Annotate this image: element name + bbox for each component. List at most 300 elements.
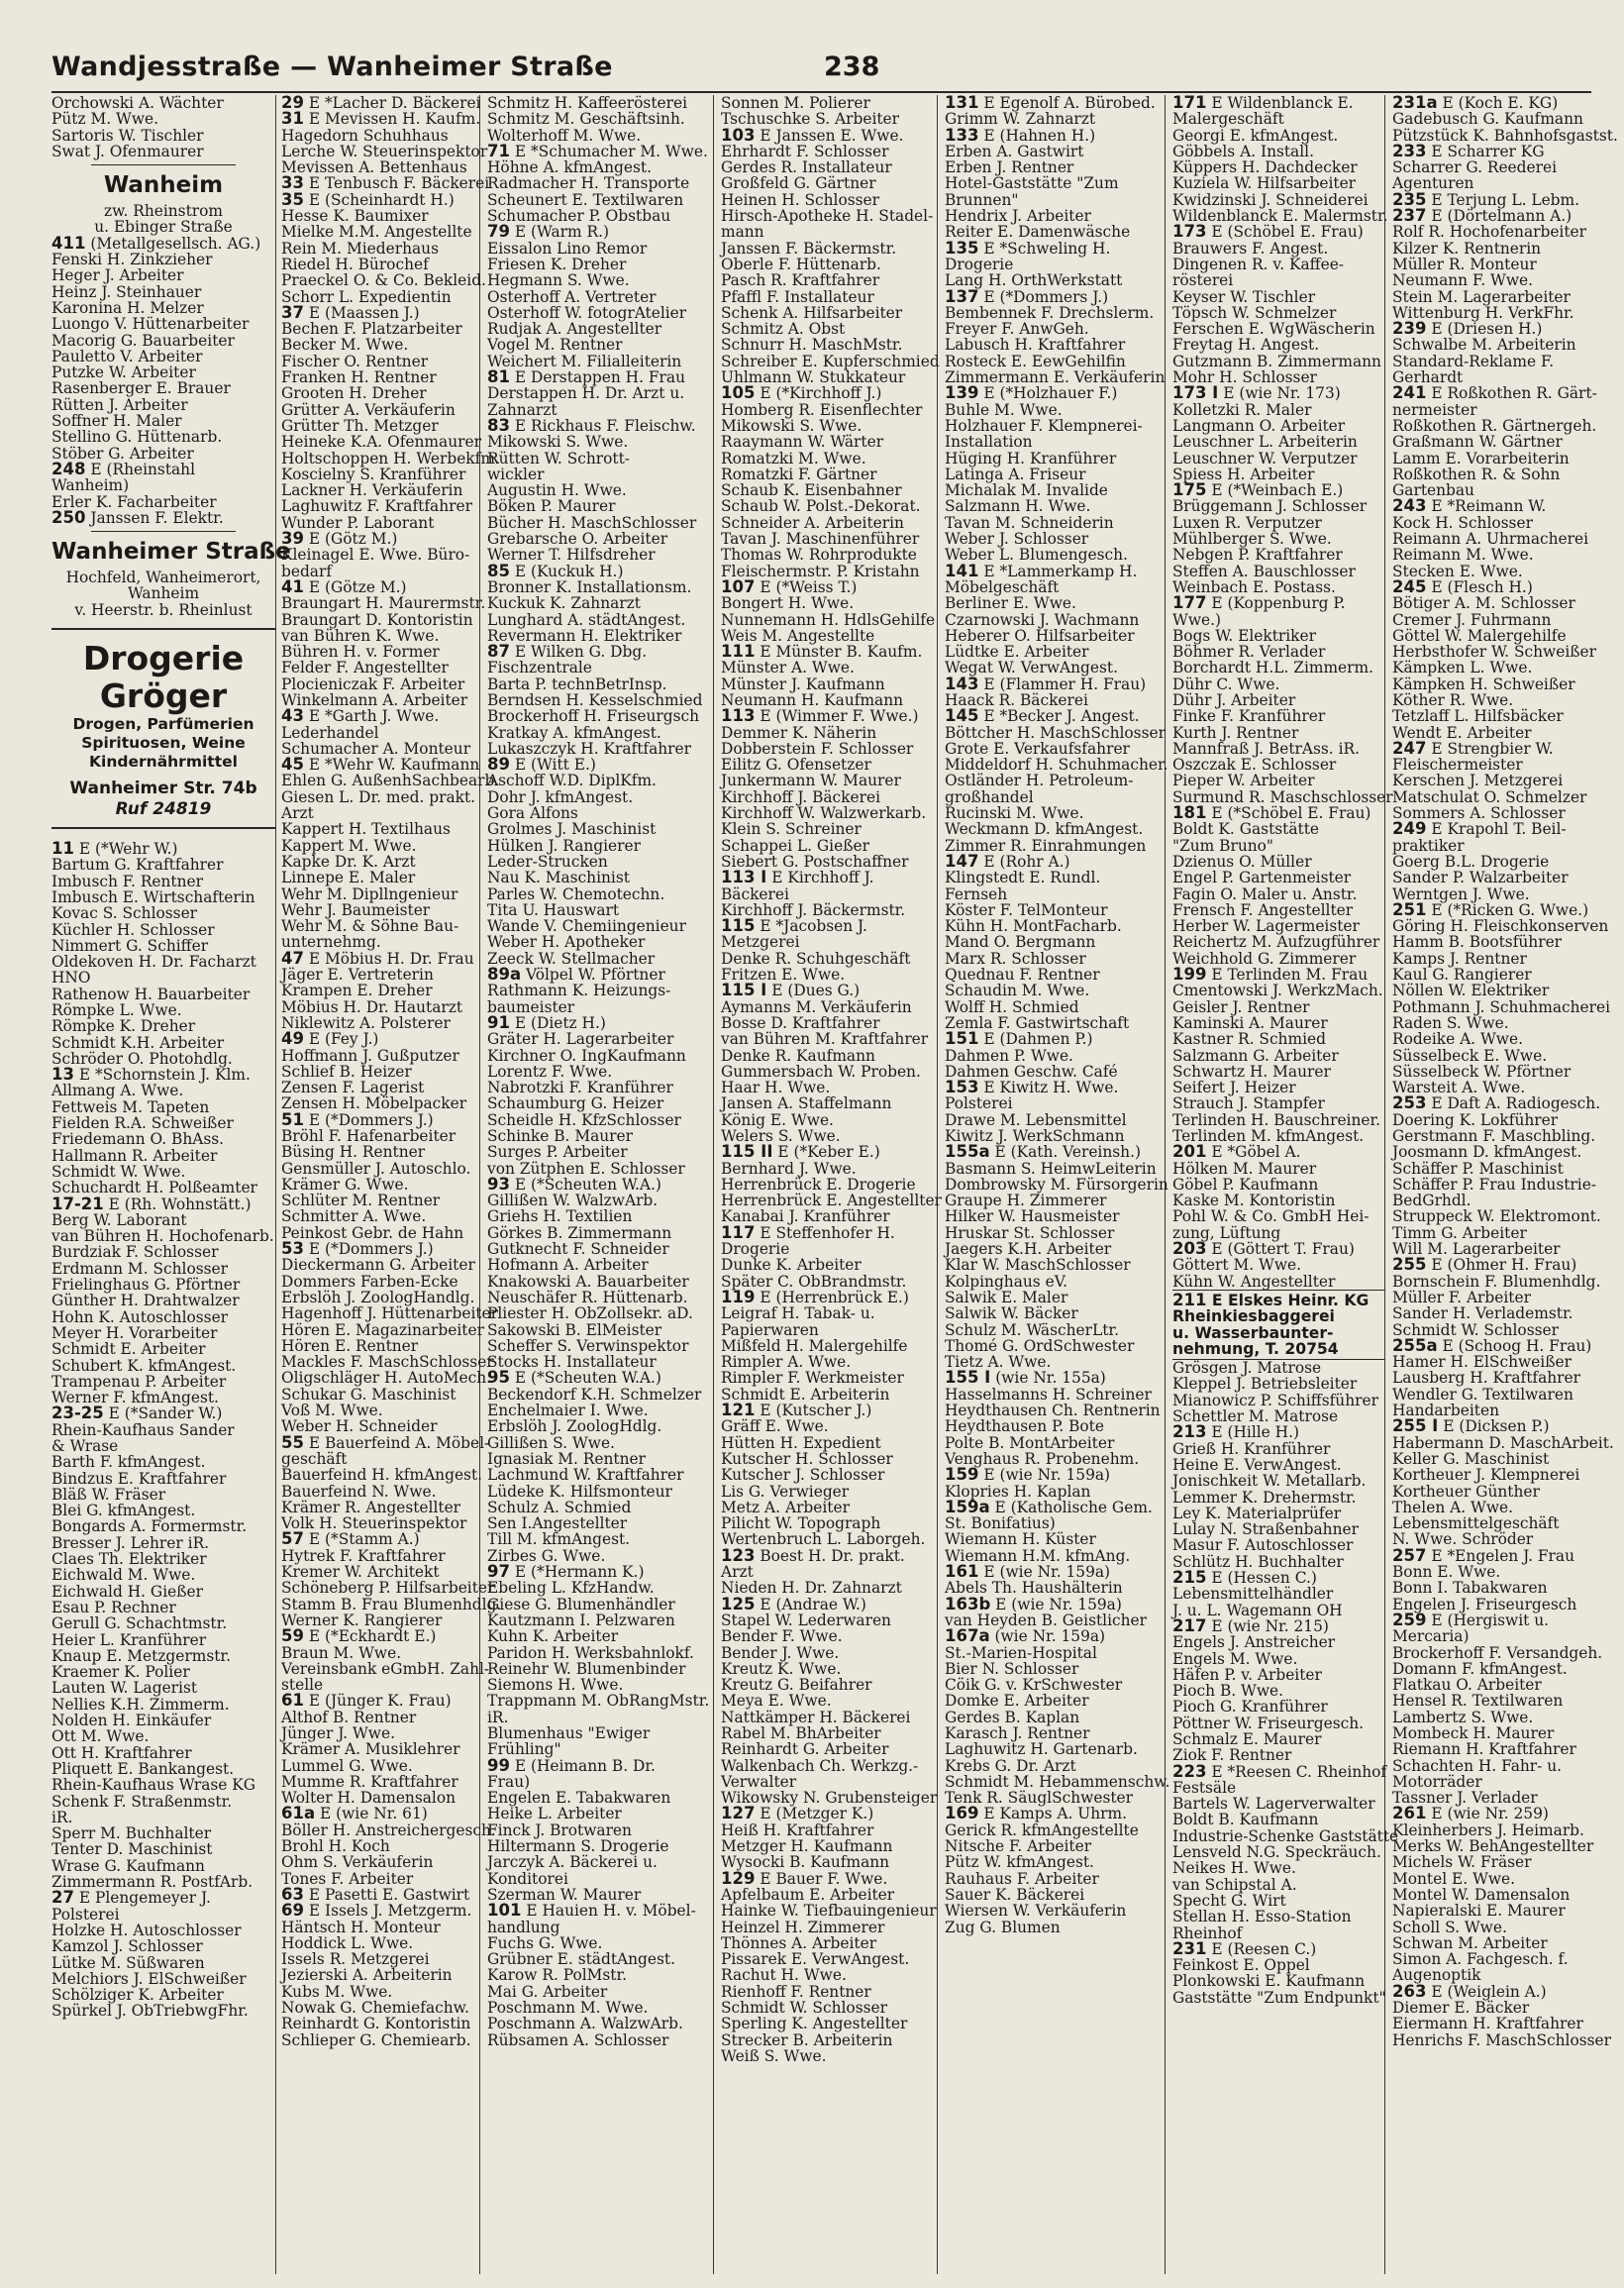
directory-entry: Lamm E. Vorarbeiterin bbox=[1392, 449, 1570, 468]
directory-entry: 261 E (wie Nr. 259) bbox=[1392, 1804, 1549, 1823]
directory-entry: Wrase G. Kaufmann bbox=[51, 1856, 205, 1875]
directory-entry: Frühling" bbox=[487, 1740, 561, 1759]
ad-title-line-1: Drogerie bbox=[82, 639, 245, 678]
directory-entry: Luongo V. Hüttenarbeiter bbox=[51, 315, 250, 334]
directory-entry: 233 E Scharrer KG bbox=[1392, 141, 1545, 160]
directory-entry: Pohl W. & Co. GmbH Hei- bbox=[1172, 1207, 1370, 1226]
directory-entry: von Zütphen E. Schlosser bbox=[487, 1159, 685, 1178]
directory-entry: Schröder O. Photohdlg. bbox=[51, 1049, 233, 1068]
house-number: 47 bbox=[281, 948, 304, 968]
directory-entry: 63 E Pasetti E. Gastwirt bbox=[281, 1884, 470, 1904]
house-number: 115 I bbox=[721, 981, 767, 1000]
directory-entry: 115 II E (*Keber E.) bbox=[721, 1142, 880, 1162]
house-number: 145 bbox=[945, 706, 979, 726]
directory-entry: Hören E. Magazinarbeiter bbox=[281, 1320, 484, 1339]
directory-entry: Sommers A. Schlosser bbox=[1392, 804, 1566, 823]
directory-entry: zung, Lüftung bbox=[1172, 1223, 1281, 1242]
directory-entry: 161 E (wie Nr. 159a) bbox=[945, 1562, 1111, 1582]
directory-entry: Kilzer K. Rentnerin bbox=[1392, 239, 1542, 258]
directory-entry: Gensmüller J. Autoschlo. bbox=[281, 1159, 471, 1178]
directory-entry: Rathenow H. Bauarbeiter bbox=[51, 985, 251, 1003]
directory-entry: Beckendorf K.H. Schmelzer bbox=[487, 1385, 702, 1404]
directory-entry: 129 E Bauer F. Wwe. bbox=[721, 1868, 888, 1888]
directory-entry: Middeldorf H. Schuhmacher. bbox=[945, 756, 1168, 775]
directory-entry: 39 E (Götz M.) bbox=[281, 529, 398, 549]
directory-entry: Melchiors J. ElSchweißer bbox=[51, 1969, 247, 1988]
directory-entry: Schachten H. Fahr- u. bbox=[1392, 1756, 1563, 1775]
directory-entry: Ley K. Materialprüfer bbox=[1172, 1504, 1342, 1522]
directory-entry: 11 E (*Wehr W.) bbox=[51, 839, 178, 859]
directory-entry: Dieckermann G. Arbeiter bbox=[281, 1256, 475, 1275]
directory-entry: Imbusch E. Wirtschafterin bbox=[51, 887, 255, 906]
directory-entry: Osterhoff W. fotogrAtelier bbox=[487, 303, 687, 322]
directory-entry: Bötiger A. M. Schlosser bbox=[1392, 594, 1575, 613]
directory-entry: Münster A. Wwe. bbox=[721, 659, 855, 677]
directory-entry: 175 E (*Weinbach E.) bbox=[1172, 480, 1344, 500]
directory-entry: Gora Alfons bbox=[487, 804, 578, 823]
directory-entry: 145 E *Becker J. Angest. bbox=[945, 706, 1140, 726]
directory-entry: Till M. kfmAngest. bbox=[487, 1530, 631, 1549]
directory-entry: Rathmann K. Heizungs- bbox=[487, 982, 671, 1000]
directory-entry: Römpke L. Wwe. bbox=[51, 1000, 182, 1019]
directory-entry: Pöttner W. Friseurgesch. bbox=[1172, 1714, 1365, 1732]
house-number: 135 bbox=[945, 238, 979, 258]
directory-entry: Gillißen S. Wwe. bbox=[487, 1433, 615, 1452]
directory-entry: 173 E (Schöbel E. Frau) bbox=[1172, 222, 1364, 242]
house-number: 43 bbox=[281, 706, 304, 726]
directory-entry: Rhein-Kaufhaus Sander bbox=[51, 1420, 235, 1439]
directory-entry: Haar H. Wwe. bbox=[721, 1079, 831, 1097]
directory-entry: Aymanns M. Verkäuferin bbox=[721, 997, 912, 1016]
directory-entry: Hoffmann J. Gußputzer bbox=[281, 1046, 459, 1065]
directory-entry: Fernseh bbox=[945, 884, 1008, 903]
house-number: 155a bbox=[945, 1142, 990, 1162]
directory-entry: Keyser W. Tischler bbox=[1172, 287, 1316, 306]
directory-entry: Becker M. Wwe. bbox=[281, 336, 409, 355]
directory-entry: Boldt K. Gaststätte bbox=[1172, 820, 1319, 839]
column-5 bbox=[941, 93, 1170, 2274]
directory-entry: Meya E. Wwe. bbox=[721, 1692, 832, 1711]
directory-entry: 113 E (Wimmer F. Wwe.) bbox=[721, 706, 919, 726]
directory-entry: Apfelbaum E. Arbeiter bbox=[721, 1885, 895, 1904]
directory-entry: HNO bbox=[51, 969, 91, 988]
directory-entry: Gerstmann F. Maschbling. bbox=[1392, 1127, 1596, 1145]
house-number: 105 bbox=[721, 383, 756, 403]
directory-entry: Grimm W. Zahnarzt bbox=[945, 110, 1096, 129]
directory-entry: Hensel R. Textilwaren bbox=[1392, 1692, 1564, 1711]
directory-entry: Issels R. Metzgerei bbox=[281, 1950, 430, 1969]
directory-entry: Schenk A. Hilfsarbeiter bbox=[721, 303, 903, 322]
directory-entry: Handarbeiten bbox=[1392, 1402, 1499, 1420]
directory-entry: Pissarek E. VerwAngest. bbox=[721, 1950, 910, 1969]
directory-entry: Tschuschke S. Arbeiter bbox=[721, 110, 900, 129]
directory-entry: Schöneberg P. Hilfsarbeiter bbox=[281, 1579, 495, 1598]
directory-entry: Pieper W. Arbeiter bbox=[1172, 772, 1315, 790]
directory-entry: Schmitter A. Wwe. bbox=[281, 1207, 427, 1226]
directory-entry: Kutscher H. Schlosser bbox=[721, 1449, 893, 1468]
directory-entry: Hohn K. Autoschlosser bbox=[51, 1307, 229, 1326]
column-1 bbox=[51, 94, 291, 2274]
directory-entry: Münster J. Kaufmann bbox=[721, 675, 885, 693]
directory-entry: Steffen A. Bauschlosser bbox=[1172, 562, 1356, 580]
directory-entry: 181 E (*Schöbel E. Frau) bbox=[1172, 803, 1371, 823]
ad-products-1: Drogen, Parfümerien bbox=[72, 715, 254, 734]
directory-entry: Praeckel O. & Co. Bekleid. bbox=[281, 271, 486, 290]
directory-entry: Böttcher H. MaschSchlosser bbox=[945, 723, 1166, 742]
directory-entry: Hamm B. Bootsführer bbox=[1392, 933, 1563, 952]
directory-entry: nehmung, T. 20754 bbox=[1172, 1339, 1339, 1358]
directory-entry: Junkermann W. Maurer bbox=[721, 772, 901, 790]
directory-entry: Keller G. Maschinist bbox=[1392, 1449, 1550, 1468]
directory-entry: Dahmen P. Wwe. bbox=[945, 1046, 1073, 1065]
directory-entry: Verwalter bbox=[721, 1772, 797, 1791]
directory-entry: Lunghard A. städtAngest. bbox=[487, 610, 686, 629]
directory-entry: Eiermann H. Kraftfahrer bbox=[1392, 2015, 1583, 2033]
directory-entry: Blei G. kfmAngest. bbox=[51, 1502, 196, 1520]
directory-entry: Wehr M. & Söhne Bau- bbox=[281, 917, 459, 936]
directory-entry: Kastner R. Schmied bbox=[1172, 1030, 1326, 1049]
directory-entry: Rosteck E. EewGehilfin bbox=[945, 352, 1126, 370]
directory-entry: Boldt B. Kaufmann bbox=[1172, 1811, 1319, 1829]
house-number: 231a bbox=[1392, 93, 1438, 112]
directory-entry: Rasenberger E. Brauer bbox=[51, 379, 231, 398]
directory-entry: Metzgerei bbox=[721, 933, 800, 952]
section-rule bbox=[91, 164, 236, 165]
wanheimer-intro bbox=[51, 570, 275, 618]
directory-entry: Nau K. Maschinist bbox=[487, 869, 630, 887]
directory-entry: Sperling K. Angestellter bbox=[721, 2015, 908, 2033]
directory-entry: Lulay N. Straßenbahner bbox=[1172, 1520, 1359, 1539]
directory-entry: Wande V. Chemiingenieur bbox=[487, 917, 686, 936]
directory-entry: Tietz A. Wwe. bbox=[945, 1353, 1052, 1372]
directory-entry: Grooten H. Dreher bbox=[281, 384, 427, 403]
col7-list bbox=[1392, 93, 1618, 2049]
directory-entry: 235 E Terjung L. Lebm. bbox=[1392, 189, 1580, 209]
directory-entry: Borchardt H.L. Zimmerm. bbox=[1172, 659, 1374, 677]
directory-entry: Nattkämper H. Bäckerei bbox=[721, 1708, 911, 1726]
directory-entry: Kremer W. Architekt bbox=[281, 1563, 440, 1582]
directory-entry: Rudjak A. Angestellter bbox=[487, 320, 662, 339]
directory-entry: Schreiber E. Kupferschmied bbox=[721, 352, 940, 370]
house-number: 63 bbox=[281, 1884, 304, 1904]
directory-entry: Drogerie bbox=[945, 255, 1014, 273]
directory-entry: Römpke K. Dreher bbox=[51, 1017, 196, 1036]
directory-entry: Engelen J. Friseurgesch bbox=[1392, 1595, 1577, 1613]
house-number: 253 bbox=[1392, 1093, 1427, 1113]
house-number: 41 bbox=[281, 576, 304, 596]
directory-entry: Weis M. Angestellte bbox=[721, 626, 875, 645]
directory-entry: 213 E (Hille H.) bbox=[1172, 1422, 1299, 1442]
directory-entry: 51 E (*Dommers J.) bbox=[281, 1109, 434, 1129]
directory-entry: Hagenhoff J. Hüttenarbeiter bbox=[281, 1304, 499, 1323]
directory-entry: Berliner E. Wwe. bbox=[945, 594, 1076, 613]
directory-entry: Wiemann H. Küster bbox=[945, 1530, 1096, 1549]
house-number: 129 bbox=[721, 1868, 756, 1888]
column-3 bbox=[483, 95, 714, 2274]
directory-entry: Zeeck W. Stellmacher bbox=[487, 949, 656, 968]
house-number: 217 bbox=[1172, 1615, 1207, 1635]
directory-entry: Geisler J. Rentner bbox=[1172, 997, 1310, 1016]
house-number: 141 bbox=[945, 561, 979, 580]
directory-entry: Konditorei bbox=[487, 1869, 568, 1888]
directory-entry: Heike L. Arbeiter bbox=[487, 1805, 622, 1823]
directory-entry: Ebeling L. KfzHandw. bbox=[487, 1579, 655, 1598]
directory-entry: Stellan H. Esso-Station bbox=[1172, 1908, 1352, 1926]
directory-entry: Wehr M. Dipllngenieur bbox=[281, 884, 458, 903]
directory-entry: Siebert G. Postschaffner bbox=[721, 852, 909, 871]
directory-entry: Bongert H. Wwe. bbox=[721, 594, 855, 613]
directory-entry: Kock H. Schlosser bbox=[1392, 513, 1533, 532]
directory-entry: Leder-Strucken bbox=[487, 852, 608, 871]
directory-entry: Rauhaus F. Arbeiter bbox=[945, 1869, 1099, 1888]
directory-entry: J. u. L. Wagemann OH bbox=[1172, 1601, 1343, 1619]
house-number: 139 bbox=[945, 383, 979, 403]
directory-entry: Bläß W. Fräser bbox=[51, 1485, 166, 1504]
directory-entry: Wanheim) bbox=[51, 476, 130, 495]
directory-entry: 85 E (Kuckuk H.) bbox=[487, 561, 624, 580]
directory-entry: Koscielny S. Kranführer bbox=[281, 465, 466, 483]
directory-entry: Zahnarzt bbox=[487, 400, 558, 419]
directory-entry: 217 E (wie Nr. 215) bbox=[1172, 1615, 1329, 1635]
house-number: 211 bbox=[1172, 1290, 1207, 1309]
directory-entry: Fagin O. Maler u. Anstr. bbox=[1172, 884, 1358, 903]
directory-entry: Sperr M. Buchhalter bbox=[51, 1824, 212, 1843]
directory-entry: 163b E (wie Nr. 159a) bbox=[945, 1594, 1122, 1613]
directory-entry: Bembennek F. Drechslerm. bbox=[945, 303, 1155, 322]
directory-entry: Swat J. Ofenmaurer bbox=[51, 142, 204, 160]
house-number: 71 bbox=[487, 141, 510, 160]
directory-entry: mann bbox=[721, 223, 764, 242]
directory-entry: Süsselbeck W. Pförtner bbox=[1392, 1062, 1572, 1081]
house-number: 161 bbox=[945, 1562, 979, 1582]
directory-entry: Müller F. Arbeiter bbox=[1392, 1288, 1531, 1306]
directory-entry: 133 E (Hahnen H.) bbox=[945, 125, 1096, 145]
directory-entry: Michels W. Fräser bbox=[1392, 1853, 1532, 1872]
directory-entry: 81 E Derstappen H. Frau bbox=[487, 367, 685, 387]
directory-entry: Mühlberger S. Wwe. bbox=[1172, 530, 1332, 549]
directory-entry: Erbslöh J. ZoologHandlg. bbox=[281, 1288, 475, 1306]
directory-entry: Göttel W. Malergehilfe bbox=[1392, 626, 1567, 645]
directory-entry: Schmidt E. Arbeiterin bbox=[721, 1385, 890, 1404]
directory-entry: Langmann O. Arbeiter bbox=[1172, 416, 1346, 435]
directory-entry: Kirchhoff W. Walzwerkarb. bbox=[721, 804, 927, 823]
directory-entry: Werner T. Hilfsdreher bbox=[487, 546, 656, 565]
directory-entry: 173 I E (wie Nr. 173) bbox=[1172, 383, 1341, 403]
directory-entry: 201 E *Göbel A. bbox=[1172, 1142, 1301, 1162]
directory-entry: 59 E (*Eckhardt E.) bbox=[281, 1626, 437, 1646]
directory-entry: Rucinski M. Wwe. bbox=[945, 804, 1084, 823]
directory-entry: Köster F. TelMonteur bbox=[945, 900, 1108, 919]
directory-entry: Strauch J. Stampfer bbox=[1172, 1094, 1325, 1113]
directory-entry: Graupe H. Zimmerer bbox=[945, 1192, 1107, 1210]
directory-entry: Drawe M. Lebensmittel bbox=[945, 1110, 1127, 1129]
directory-entry: Timm G. Arbeiter bbox=[1392, 1223, 1527, 1242]
house-number: 45 bbox=[281, 755, 304, 775]
directory-entry: Nellies K.H. Zimmerm. bbox=[51, 1695, 230, 1714]
directory-entry: Schubert K. kfmAngest. bbox=[51, 1356, 237, 1375]
directory-entry: 143 E (Flammer H. Frau) bbox=[945, 674, 1147, 693]
directory-entry: Heinz J. Steinhauer bbox=[51, 282, 202, 301]
directory-entry: Kwidzinski J. Schneiderei bbox=[1172, 190, 1369, 209]
house-number: 259 bbox=[1392, 1610, 1427, 1629]
directory-entry: Ziok F. Rentner bbox=[1172, 1746, 1292, 1765]
directory-entry: 45 E *Wehr W. Kaufmann bbox=[281, 755, 480, 775]
house-number: 255 bbox=[1392, 1255, 1427, 1275]
directory-entry: Brohl H. Koch bbox=[281, 1837, 390, 1856]
directory-entry: Schölziger K. Arbeiter bbox=[51, 1986, 224, 2005]
house-number: 113 I bbox=[721, 868, 767, 887]
directory-entry: Kutscher J. Schlosser bbox=[721, 1466, 885, 1485]
house-number: 201 bbox=[1172, 1142, 1207, 1162]
directory-entry: Berg W. Laborant bbox=[51, 1210, 187, 1229]
directory-entry: Weiß S. Wwe. bbox=[721, 2046, 827, 2065]
directory-entry: Hiltermann S. Drogerie bbox=[487, 1837, 669, 1856]
directory-entry: BedGrhdl. bbox=[1392, 1192, 1472, 1210]
house-number: 177 bbox=[1172, 593, 1207, 613]
directory-entry: Felder F. Angestellter bbox=[281, 659, 449, 677]
house-number: 59 bbox=[281, 1626, 304, 1646]
directory-entry: Bindzus E. Kraftfahrer bbox=[51, 1469, 227, 1488]
directory-entry: Wwe.) bbox=[1172, 610, 1221, 629]
directory-entry: Joosmann D. kfmAngest. bbox=[1392, 1143, 1582, 1162]
directory-entry: Putzke W. Arbeiter bbox=[51, 364, 196, 382]
directory-entry: Kirchhoff J. Bäckerei bbox=[721, 787, 880, 806]
directory-entry: Hruskar St. Schlosser bbox=[945, 1223, 1115, 1242]
directory-entry: 117 E Steffenhofer H. bbox=[721, 1222, 895, 1242]
directory-entry: Kortheuer Günther bbox=[1392, 1482, 1540, 1501]
directory-entry: Will M. Lagerarbeiter bbox=[1392, 1240, 1561, 1259]
directory-entry: Schneider A. Arbeiterin bbox=[721, 513, 904, 532]
house-number: 111 bbox=[721, 642, 756, 662]
directory-entry: Brockerhoff H. Friseurgsch bbox=[487, 707, 700, 726]
directory-entry: Schaub W. Polst.-Dekorat. bbox=[721, 497, 921, 516]
directory-entry: Karonina H. Melzer bbox=[51, 298, 204, 317]
directory-entry: Häfen P. v. Arbeiter bbox=[1172, 1665, 1322, 1684]
directory-entry: Wolterhoff M. Wwe. bbox=[487, 126, 642, 145]
directory-entry: Dommers Farben-Ecke bbox=[281, 1272, 458, 1291]
directory-entry: Neumann H. Kaufmann bbox=[721, 690, 904, 709]
directory-entry: Goerg B.L. Drogerie bbox=[1392, 852, 1550, 871]
directory-entry: Engelen E. Tabakwaren bbox=[487, 1789, 671, 1808]
directory-entry: Habermann D. MaschArbeit. bbox=[1392, 1433, 1614, 1452]
directory-entry: 135 E *Schweling H. bbox=[945, 238, 1111, 258]
house-number: 231 bbox=[1172, 1938, 1207, 1958]
house-number: 248 bbox=[51, 459, 86, 478]
directory-entry: Werner F. kfmAngest. bbox=[51, 1389, 219, 1407]
house-number: 81 bbox=[487, 367, 510, 387]
directory-entry: Kirchhoff J. Bäckermstr. bbox=[721, 900, 906, 919]
house-number: 257 bbox=[1392, 1545, 1427, 1565]
directory-entry: Rütten W. Schrott- bbox=[487, 449, 630, 468]
directory-entry: 247 E Strengbier W. bbox=[1392, 738, 1554, 758]
directory-entry: Hamer H. ElSchweißer bbox=[1392, 1353, 1572, 1372]
directory-entry: Volk H. Steuerinspektor bbox=[281, 1514, 467, 1533]
house-number: 121 bbox=[721, 1401, 756, 1420]
directory-entry: Brunnen" bbox=[945, 190, 1019, 209]
directory-entry: Hasselmanns H. Schreiner bbox=[945, 1385, 1152, 1404]
directory-entry: Surges P. Arbeiter bbox=[487, 1143, 628, 1162]
directory-entry: Heier L. Kranführer bbox=[51, 1630, 207, 1649]
house-number: 159 bbox=[945, 1465, 979, 1485]
directory-entry: 155a E (Kath. Vereinsh.) bbox=[945, 1142, 1141, 1162]
directory-entry: Rein M. Miederhaus bbox=[281, 239, 439, 258]
directory-entry: Hülken J. Rangierer bbox=[487, 836, 641, 855]
directory-entry: Kreutz G. Beifahrer bbox=[721, 1676, 872, 1695]
directory-entry: Hoddick L. Wwe. bbox=[281, 1933, 414, 1952]
directory-entry: Henrichs F. MaschSchlosser bbox=[1392, 2030, 1611, 2049]
directory-entry: Hotel-Gaststätte "Zum bbox=[945, 174, 1119, 193]
directory-entry: Rodeike A. Wwe. bbox=[1392, 1030, 1523, 1049]
directory-entry: Berndsen H. Kesselschmied bbox=[487, 690, 703, 709]
directory-entry: Siemons H. Wwe. bbox=[487, 1676, 624, 1695]
house-number: 79 bbox=[487, 222, 510, 242]
directory-entry: Fritzen E. Wwe. bbox=[721, 966, 846, 985]
directory-entry: 119 E (Herrenbrück E.) bbox=[721, 1287, 909, 1306]
house-number: 35 bbox=[281, 189, 304, 209]
directory-entry: Fischer O. Rentner bbox=[281, 352, 429, 370]
directory-entry: Fischzentrale bbox=[487, 659, 592, 677]
house-number: 163b bbox=[945, 1594, 991, 1613]
directory-entry: Gerdes B. Kaplan bbox=[945, 1708, 1080, 1726]
directory-entry: Lensveld N.G. Speckräuch. bbox=[1172, 1843, 1381, 1862]
directory-entry: Weichhold G. Zimmerer bbox=[1172, 949, 1357, 968]
directory-entry: 101 E Hauien H. v. Möbel- bbox=[487, 1901, 696, 1921]
directory-entry: Poschmann A. WalzwArb. bbox=[487, 2015, 683, 2033]
directory-entry: Gartenbau bbox=[1392, 481, 1474, 500]
directory-entry: Arzt bbox=[721, 1563, 754, 1582]
directory-entry: Denke R. Schuhgeschäft bbox=[721, 949, 911, 968]
directory-entry: Parles W. Chemotechn. bbox=[487, 884, 665, 903]
directory-entry: Macorig G. Bauarbeiter bbox=[51, 331, 235, 350]
directory-entry: Mai G. Arbeiter bbox=[487, 1982, 608, 2001]
directory-entry: Leigraf H. Tabak- u. bbox=[721, 1304, 875, 1323]
directory-entry: wickler bbox=[487, 465, 545, 483]
directory-entry: Wiemann H.M. kfmAng. bbox=[945, 1546, 1131, 1565]
directory-entry: van Heyden B. Geistlicher bbox=[945, 1611, 1148, 1629]
directory-entry: 243 E *Reimann W. bbox=[1392, 496, 1547, 516]
house-number: 107 bbox=[721, 576, 756, 596]
directory-entry: Mannfraß J. BetrAss. iR. bbox=[1172, 739, 1360, 758]
house-number: 33 bbox=[281, 173, 304, 193]
directory-entry: Lerche W. Steuerinspektor bbox=[281, 142, 488, 160]
directory-entry: Scholl S. Wwe. bbox=[1392, 1918, 1507, 1936]
directory-entry: Kovac S. Schlosser bbox=[51, 904, 198, 923]
directory-entry: Pauletto V. Arbeiter bbox=[51, 347, 203, 365]
directory-entry: Barta P. technBetrInsp. bbox=[487, 675, 667, 693]
directory-entry: Hagedorn Schuhhaus bbox=[281, 126, 449, 145]
directory-entry: Bühren H. v. Former bbox=[281, 643, 440, 662]
directory-entry: Kolletzki R. Maler bbox=[1172, 400, 1312, 419]
directory-entry: 57 E (*Stamm A.) bbox=[281, 1529, 420, 1549]
house-number: 117 bbox=[721, 1222, 756, 1242]
directory-entry: Herrenbrück E. Drogerie bbox=[721, 1175, 916, 1194]
directory-entry: Sakowski B. ElMeister bbox=[487, 1320, 662, 1339]
directory-entry: Agenturen bbox=[1392, 174, 1474, 193]
house-number: 49 bbox=[281, 1029, 304, 1049]
directory-entry: Reimann M. Wwe. bbox=[1392, 546, 1534, 565]
house-number: 263 bbox=[1392, 1981, 1427, 2001]
directory-entry: Ferschen E. WgWäscherin bbox=[1172, 320, 1375, 339]
house-number: 233 bbox=[1392, 141, 1427, 160]
directory-entry: Motorräder bbox=[1392, 1772, 1482, 1791]
directory-entry: N. Wwe. Schröder bbox=[1392, 1530, 1534, 1549]
directory-entry: Tetzlaff L. Hilfsbäcker bbox=[1392, 707, 1564, 726]
directory-entry: Czarnowski J. Wachmann bbox=[945, 610, 1140, 629]
house-number: 237 bbox=[1392, 206, 1427, 226]
house-number: 39 bbox=[281, 529, 304, 549]
directory-entry: 259 E (Hergiswit u. bbox=[1392, 1610, 1550, 1629]
directory-entry: Warsteit A. Wwe. bbox=[1392, 1079, 1526, 1097]
